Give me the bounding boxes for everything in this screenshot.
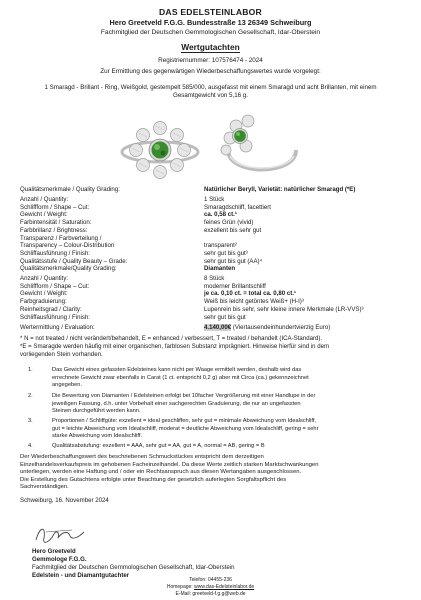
row-value: sehr gut bis gut (AA)⁴	[204, 257, 263, 265]
row-value: feines Grün (vivid)	[204, 219, 254, 227]
row-value: exzellent bis sehr gut	[204, 226, 262, 234]
row-label: Farbbrillanz / Brightness:	[20, 226, 88, 234]
document-title-text: Wertgutachten	[181, 42, 240, 52]
signer-title: Gemmologe F.G.G.	[32, 556, 87, 563]
footnote-line: errechnete Gewicht zwar ebenfalls in Carat (1 ct. entspricht 0,2 g) aber mit Circa (ca.) gekennzeichnet	[52, 374, 309, 381]
treatment-note: * N = not treated / nicht verändert/behandelt, E = enhanced / verbessert, T = treated / behandelt (ICA-Standard).	[20, 335, 323, 342]
diamond-grading-header	[20, 265, 410, 273]
intro-text: Zur Ermittlung des gegenwärtigen Wiederbeschaffungswertes wurde vorgelegt:	[100, 68, 321, 75]
row-value: Weiß bis leicht getöntes Weiß+ (H-I)³	[204, 298, 304, 306]
footnote-line: angegeben.	[52, 382, 83, 389]
footnote-line: Qualitätsabstufung: exzellent = AAA, sehr gut = AA, gut = A, normal = AB, gering = B	[52, 443, 265, 449]
closing-line: unterliegen, werden eine Haftung und / oder ein Rechtsanspruch aus diesen Wertangaben ausgeschlossen.	[20, 469, 302, 476]
row-label: Schliffform / Shape – Cut:	[20, 203, 90, 211]
row-value: je ca. 0,10 ct. = total ca. 0,80 ct.¹	[204, 290, 296, 298]
emerald-grading-value: Natürlicher Beryll, Varietät: natürlicher Smaragd (*E)	[204, 186, 356, 193]
registration-number: Registriernummer: 107576474 - 2024	[158, 57, 263, 64]
valuation-amount: 4.140,00€	[204, 324, 232, 331]
lab-name: DAS EDELSTEINLABOR	[159, 7, 262, 17]
footer-phone: Telefon: 04455-236	[189, 577, 232, 583]
row-label: Schliffform / Shape – Cut:	[20, 282, 90, 290]
valuation-value	[204, 324, 330, 332]
row-label: Farbgraduierung:	[20, 298, 67, 306]
footnote-line: jeweiligen Fassung, d.h. unter Vorbehalt einer sachgerechten Graduierung, die nur an ungefassten	[52, 400, 301, 407]
footnote-text	[52, 393, 404, 416]
handwritten-signature	[32, 520, 92, 548]
footnote-number: 2.	[28, 393, 33, 399]
row-label: Schliffausführung / Finish:	[20, 249, 91, 257]
row-value: Smaragdschliff, facettiert	[204, 203, 271, 211]
footnote-line: Proportionen / Schliffgüte: exzellent = ideal geschliffen, sehr gut = minimale Abweichung vom Idealschliff,	[52, 418, 316, 424]
footer-homepage	[0, 584, 421, 590]
row-value: 1 Stück	[204, 196, 225, 203]
valuation-row	[20, 324, 410, 332]
row-label: Transparenz / Farbverteilung /	[20, 234, 102, 242]
footnote-text	[52, 443, 404, 451]
row-label: Farbintensität / Saturation:	[20, 219, 92, 227]
ring-side-view-photo	[218, 112, 306, 184]
table-row	[20, 314, 410, 322]
row-label: Schliffausführung / Finish:	[20, 313, 91, 321]
emerald-note-line-2: vorliegenden Stein vorhanden.	[20, 351, 103, 358]
row-label: Qualitätsstufe / Quality Beauty – Grade:	[20, 257, 128, 265]
valuation-words: (Viertausendeinhundertvierzig Euro)	[232, 324, 331, 331]
email-link[interactable]: greetveld-f.g.g@web.de	[192, 591, 246, 597]
diamond-grading-label: Qualitätsmerkmale/Quality Grading:	[20, 265, 117, 272]
row-value: ca. 0,58 ct.¹	[204, 211, 237, 219]
closing-line: Einzelhandelsverkaufspreis im gehobenen Facheinzelhandel. Da diese Werte zeitlich starken Marktschwankungen	[20, 461, 319, 468]
footnote-line: Das Gewicht eines gefassten Edelsteines kann nicht per Waage ermittelt werden, deshalb wird das	[52, 367, 302, 373]
footnote-line: gut = leichte Abweichung vom Idealschliff, moderat = deutliche Abweichung vom Idealschliff, gering = sehr	[52, 425, 319, 432]
footnote-line: Die Bewertung von Diamanten / Edelsteinen erfolgt bei 10facher Vergrößerung mit einer Handlupe in der	[52, 393, 316, 399]
footer-email	[0, 591, 421, 597]
footnote-number: 1.	[28, 367, 33, 373]
closing-line: Die Erstellung des Gutachtens erfolgte unter Beachtung der gesetzlich auferlegten Sorgfaltspflicht des	[20, 476, 287, 483]
emerald-grading-label: Qualitätsmerkmale / Quality Grading:	[20, 186, 120, 193]
row-label: Transparency – Colour-Distribution	[20, 242, 115, 250]
valuation-label: Wertermittlung / Evaluation:	[20, 324, 95, 331]
row-value: Lupenrein bis sehr, sehr kleine innere Merkmale (LR-VVS)³	[204, 305, 364, 313]
item-description: 1 Smaragd - Brillant - Ring, Weißgold, gestempelt 585/000, ausgefasst mit einem Smaragd und acht Brillanten, mit einem Gesamtgewicht von 5,16 g.	[44, 84, 377, 100]
emerald-note-line-1: *E = Smaragde werden häufig mit einer organischen, farblosen Substanz imprägniert. Hinweise hierfür sind in dem	[20, 343, 330, 350]
document-title	[0, 42, 421, 52]
row-value: 8 Stück	[204, 275, 225, 282]
lab-membership: Fachmitglied der Deutschen Gemmologischen Gesellschaft, Idar-Oberstein	[100, 29, 321, 36]
footnote-text	[52, 367, 404, 390]
ring-top-view-photo	[120, 112, 206, 184]
footnote-line: Steinen durchgeführt werden kann.	[52, 408, 141, 415]
row-value: moderner Brillantschliff	[204, 282, 266, 290]
footnote-line: starke Abweichung vom Idealschliff.	[52, 433, 142, 440]
footnote-text	[52, 418, 404, 441]
lab-address: Hero Greetveld F.G.G. Bundesstraße 13 26349 Schweiburg	[109, 18, 312, 27]
homepage-link[interactable]: www.das-Edelsteinlabor.de	[194, 584, 255, 590]
place-date: Schweiburg, 16. November 2024	[20, 497, 109, 504]
row-label: Anzahl / Quantity:	[20, 275, 69, 282]
signer-name: Hero Greetveld	[32, 548, 76, 555]
row-value: sehr gut bis gut³	[204, 249, 248, 257]
row-value: transparent²	[204, 242, 237, 250]
row-label: Anzahl / Quantity:	[20, 196, 69, 203]
row-label: Gewicht / Weight:	[20, 211, 68, 219]
signer-role: Edelstein - und Diamantgutachter	[32, 572, 130, 579]
closing-line: Der Wiederbeschaffungswert des beschriebenen Schmuckstückes entspricht dem derzeitigen	[20, 454, 264, 460]
row-value: sehr gut bis gut	[204, 313, 246, 321]
footnote-number: 3.	[28, 418, 33, 424]
closing-paragraph	[20, 454, 404, 492]
signer-membership: Fachmitglied der Deutschen Gemmologischen Gesellschaft, Idar-Oberstein	[32, 564, 235, 571]
email-label: E-Mail:	[175, 591, 193, 597]
row-label: Gewicht / Weight:	[20, 290, 68, 298]
footnote-number: 4.	[28, 443, 33, 449]
closing-line: Sachverständigen.	[20, 484, 69, 491]
diamond-grading-value: Diamanten	[204, 265, 236, 272]
emerald-grading-header	[20, 186, 410, 194]
homepage-label: Homepage:	[166, 584, 195, 590]
row-label: Reinheitsgrad / Clarity:	[20, 305, 82, 313]
